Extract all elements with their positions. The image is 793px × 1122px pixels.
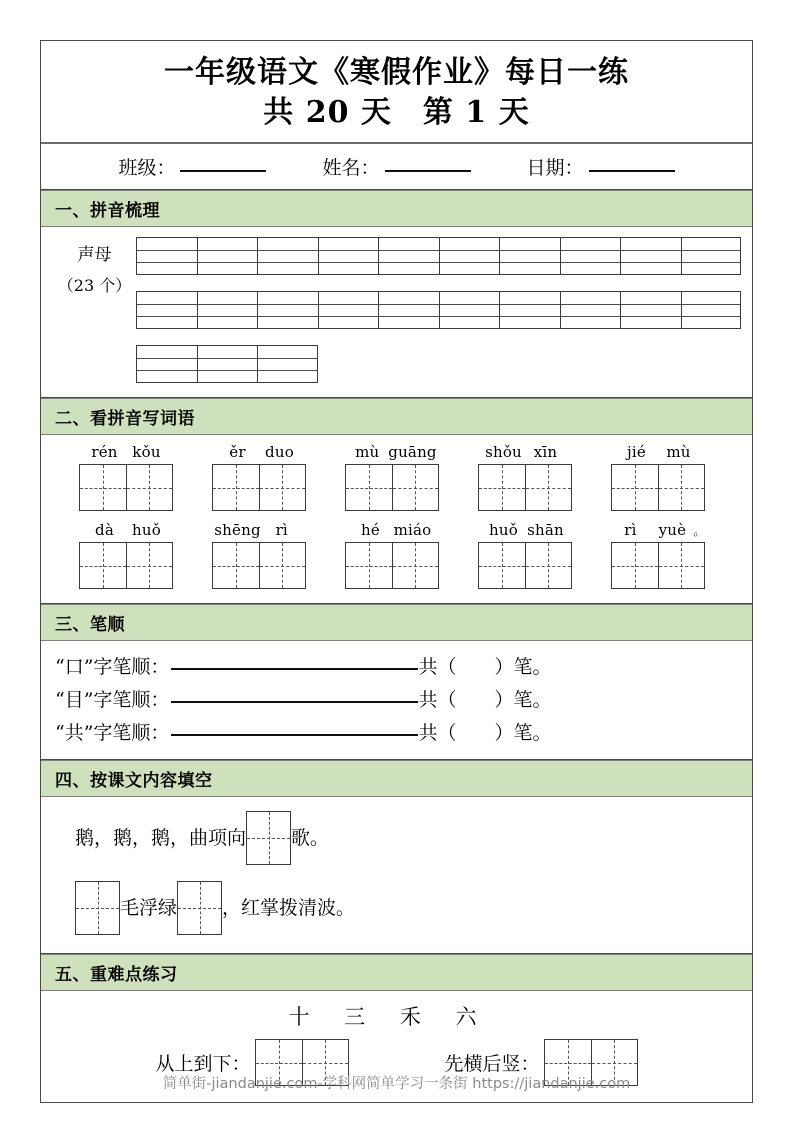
poem-line-2-mid: 毛浮绿	[120, 896, 178, 919]
section-3-body	[41, 641, 752, 760]
tianzige-cell[interactable]	[611, 464, 658, 511]
stroke-order-lines[interactable]	[41, 641, 752, 759]
word-pinyin	[609, 521, 705, 539]
footer-watermark: 简单街-jiandanjie.com-学科网简单学习一条街 https://jiandanjie.com	[162, 1076, 631, 1092]
class-field[interactable]	[118, 153, 266, 180]
pinyin-syllable: xīn	[533, 443, 558, 462]
fourline-cell[interactable]	[681, 237, 742, 275]
poem-line-2-after: ，红掌拨清波。	[222, 896, 356, 919]
section-5-heading: 五、重难点练习	[41, 954, 752, 991]
word-pinyin	[483, 521, 567, 539]
fourline-cell[interactable]	[560, 291, 621, 329]
fourline-cell[interactable]	[197, 345, 258, 383]
pinyin-syllable: hé	[361, 521, 380, 540]
word-item	[591, 521, 724, 589]
word-pinyin	[346, 443, 436, 461]
word-pinyin	[217, 443, 301, 461]
stroke-order-prompt: “共”字笔顺：	[55, 722, 170, 745]
fourline-cell[interactable]	[197, 291, 258, 329]
pinyin-syllable: yuè	[658, 521, 687, 540]
tianzige-grid[interactable]	[79, 464, 173, 511]
poem-blank-box-3[interactable]	[177, 881, 222, 935]
shengmu-label-group	[41, 237, 136, 383]
fourline-cell[interactable]	[257, 237, 318, 275]
section-2-body	[41, 435, 752, 604]
tianzige-cell[interactable]	[79, 464, 126, 511]
fourline-grid-row	[136, 345, 752, 383]
fourline-cell[interactable]	[439, 291, 500, 329]
stroke-order-prompt: “目”字笔顺：	[55, 689, 170, 712]
word-pinyin	[616, 443, 700, 461]
pinyin-syllable: rì	[275, 521, 288, 540]
fourline-cell[interactable]	[136, 291, 197, 329]
pinyin-syllable: duo	[265, 443, 294, 462]
tianzige-cell[interactable]	[611, 542, 658, 589]
stroke-count-prompt[interactable]: 共（ ）笔。	[418, 689, 552, 712]
stroke-order-line	[41, 652, 752, 679]
pinyin-syllable: huǒ	[132, 521, 161, 540]
worksheet-frame	[40, 40, 753, 1103]
word-item	[325, 521, 458, 589]
section-4-body	[41, 797, 752, 954]
word-pinyin	[214, 521, 303, 539]
student-info-row	[41, 144, 752, 190]
title-block	[41, 41, 752, 144]
practice-characters: 十 三 禾 六	[288, 1005, 491, 1030]
poem-line-1-after: 歌。	[291, 826, 330, 849]
fourline-cell[interactable]	[257, 345, 318, 383]
pinyin-syllable: jié	[627, 443, 646, 462]
shengmu-count: （23 个）	[57, 276, 132, 296]
fourline-cell[interactable]	[318, 291, 379, 329]
tianzige-grid[interactable]	[79, 542, 173, 589]
stroke-order-input-blank[interactable]	[171, 733, 418, 736]
word-item	[591, 443, 724, 511]
word-pinyin	[350, 521, 434, 539]
pinyin-syllable: miáo	[393, 521, 432, 540]
fourline-cell[interactable]	[620, 291, 681, 329]
practice-label-2: 先横后竖：	[444, 1053, 540, 1076]
tianzige-cell[interactable]	[478, 464, 525, 511]
tianzige-cell[interactable]	[392, 542, 439, 589]
word-item	[59, 443, 192, 511]
fourline-cell[interactable]	[681, 291, 742, 329]
pinyin-syllable: shǒu	[485, 443, 522, 462]
pinyin-syllable: kǒu	[132, 443, 161, 462]
tianzige-cell[interactable]	[525, 464, 572, 511]
tianzige-cell[interactable]	[658, 542, 705, 589]
tianzige-grid[interactable]	[478, 542, 572, 589]
class-label: 班级：	[118, 157, 176, 180]
stroke-count-prompt[interactable]: 共（ ）笔。	[418, 722, 552, 745]
fourline-cell[interactable]	[257, 291, 318, 329]
tianzige-grid[interactable]	[345, 464, 439, 511]
section-1-body	[41, 227, 752, 398]
tianzige-cell[interactable]	[259, 464, 306, 511]
fourline-cell[interactable]	[136, 237, 197, 275]
name-label: 姓名：	[322, 157, 380, 180]
tianzige-cell[interactable]	[212, 464, 259, 511]
tianzige-grid[interactable]	[478, 464, 572, 511]
word-item	[192, 443, 325, 511]
word-item	[59, 521, 192, 589]
fourline-cell[interactable]	[439, 237, 500, 275]
page-title-line-1: 一年级语文《寒假作业》每日一练	[164, 55, 629, 90]
fourline-cell[interactable]	[197, 237, 258, 275]
pinyin-syllable: shān	[527, 521, 564, 540]
section-3-heading: 三、笔顺	[41, 604, 752, 641]
name-field[interactable]	[322, 153, 470, 180]
pinyin-syllable: rì	[624, 521, 637, 540]
fourline-cell[interactable]	[560, 237, 621, 275]
section-2-heading: 二、看拼音写词语	[41, 398, 752, 435]
tianzige-grid[interactable]	[212, 464, 306, 511]
tianzige-grid[interactable]	[611, 464, 705, 511]
pinyin-syllable: shēng	[214, 521, 261, 540]
tianzige-cell[interactable]	[259, 542, 306, 589]
stroke-count-prompt[interactable]: 共（ ）笔。	[418, 656, 552, 679]
shengmu-label: 声母	[77, 245, 112, 266]
pinyin-word-grid-list[interactable]	[41, 435, 752, 603]
word-item	[192, 521, 325, 589]
fourline-grid-row	[136, 237, 752, 275]
tianzige-cell[interactable]	[525, 542, 572, 589]
tianzige-cell[interactable]	[345, 464, 392, 511]
poem-line-1-before: 鹅，鹅，鹅，曲项向	[75, 826, 247, 849]
fourline-cell[interactable]	[499, 291, 560, 329]
fourline-cell[interactable]	[620, 237, 681, 275]
stroke-order-input-blank[interactable]	[171, 667, 418, 670]
class-input-blank[interactable]	[180, 169, 266, 172]
page-title-line-2: 共 20 天 第 1 天	[263, 94, 530, 130]
tianzige-grid[interactable]	[345, 542, 439, 589]
tianzige-cell[interactable]	[126, 464, 173, 511]
poem-fill-blanks	[41, 797, 752, 953]
stroke-order-line	[41, 718, 752, 745]
word-item	[325, 443, 458, 511]
word-row	[41, 521, 752, 589]
pinyin-fourline-grids[interactable]	[136, 237, 752, 383]
word-pinyin	[84, 521, 168, 539]
tianzige-cell[interactable]	[478, 542, 525, 589]
pinyin-syllable: huǒ	[489, 521, 518, 540]
poem-line-1	[41, 811, 752, 865]
name-input-blank[interactable]	[385, 169, 471, 172]
poem-line-2	[41, 881, 752, 935]
word-item	[458, 521, 591, 589]
tianzige-grid[interactable]	[212, 542, 306, 589]
date-field[interactable]	[527, 153, 675, 180]
word-pinyin	[483, 443, 567, 461]
pinyin-syllable: guāng	[388, 443, 437, 462]
tianzige-cell[interactable]	[345, 542, 392, 589]
word-pinyin	[84, 443, 168, 461]
date-label: 日期：	[526, 157, 584, 180]
date-input-blank[interactable]	[589, 169, 675, 172]
fourline-grid-row	[136, 291, 752, 329]
fourline-cell[interactable]	[318, 237, 379, 275]
tianzige-cell[interactable]	[212, 542, 259, 589]
stroke-order-prompt: “口”字笔顺：	[55, 656, 170, 679]
fourline-cell[interactable]	[378, 237, 439, 275]
pinyin-syllable: ěr	[229, 443, 246, 462]
pinyin-syllable: mù	[355, 443, 380, 462]
stroke-order-input-blank[interactable]	[171, 700, 418, 703]
tianzige-grid[interactable]	[611, 542, 705, 589]
pinyin-syllable: dà	[95, 521, 114, 540]
fourline-cell[interactable]	[378, 291, 439, 329]
pinyin-syllable: rén	[91, 443, 118, 462]
stroke-order-line	[41, 685, 752, 712]
practice-label-1: 从上到下：	[155, 1053, 251, 1076]
section-4-heading: 四、按课文内容填空	[41, 760, 752, 797]
section-1-heading: 一、拼音梳理	[41, 190, 752, 227]
tianzige-cell[interactable]	[126, 542, 173, 589]
pinyin-syllable: mù	[666, 443, 691, 462]
tianzige-cell[interactable]	[392, 464, 439, 511]
tianzige-cell[interactable]	[658, 464, 705, 511]
word-item	[458, 443, 591, 511]
pinyin-punctuation: 。	[693, 524, 706, 539]
tianzige-cell[interactable]	[79, 542, 126, 589]
fourline-cell[interactable]	[499, 237, 560, 275]
word-row	[41, 443, 752, 511]
poem-blank-box-2[interactable]	[75, 881, 120, 935]
poem-blank-box-1[interactable]	[246, 811, 291, 865]
fourline-cell[interactable]	[136, 345, 197, 383]
